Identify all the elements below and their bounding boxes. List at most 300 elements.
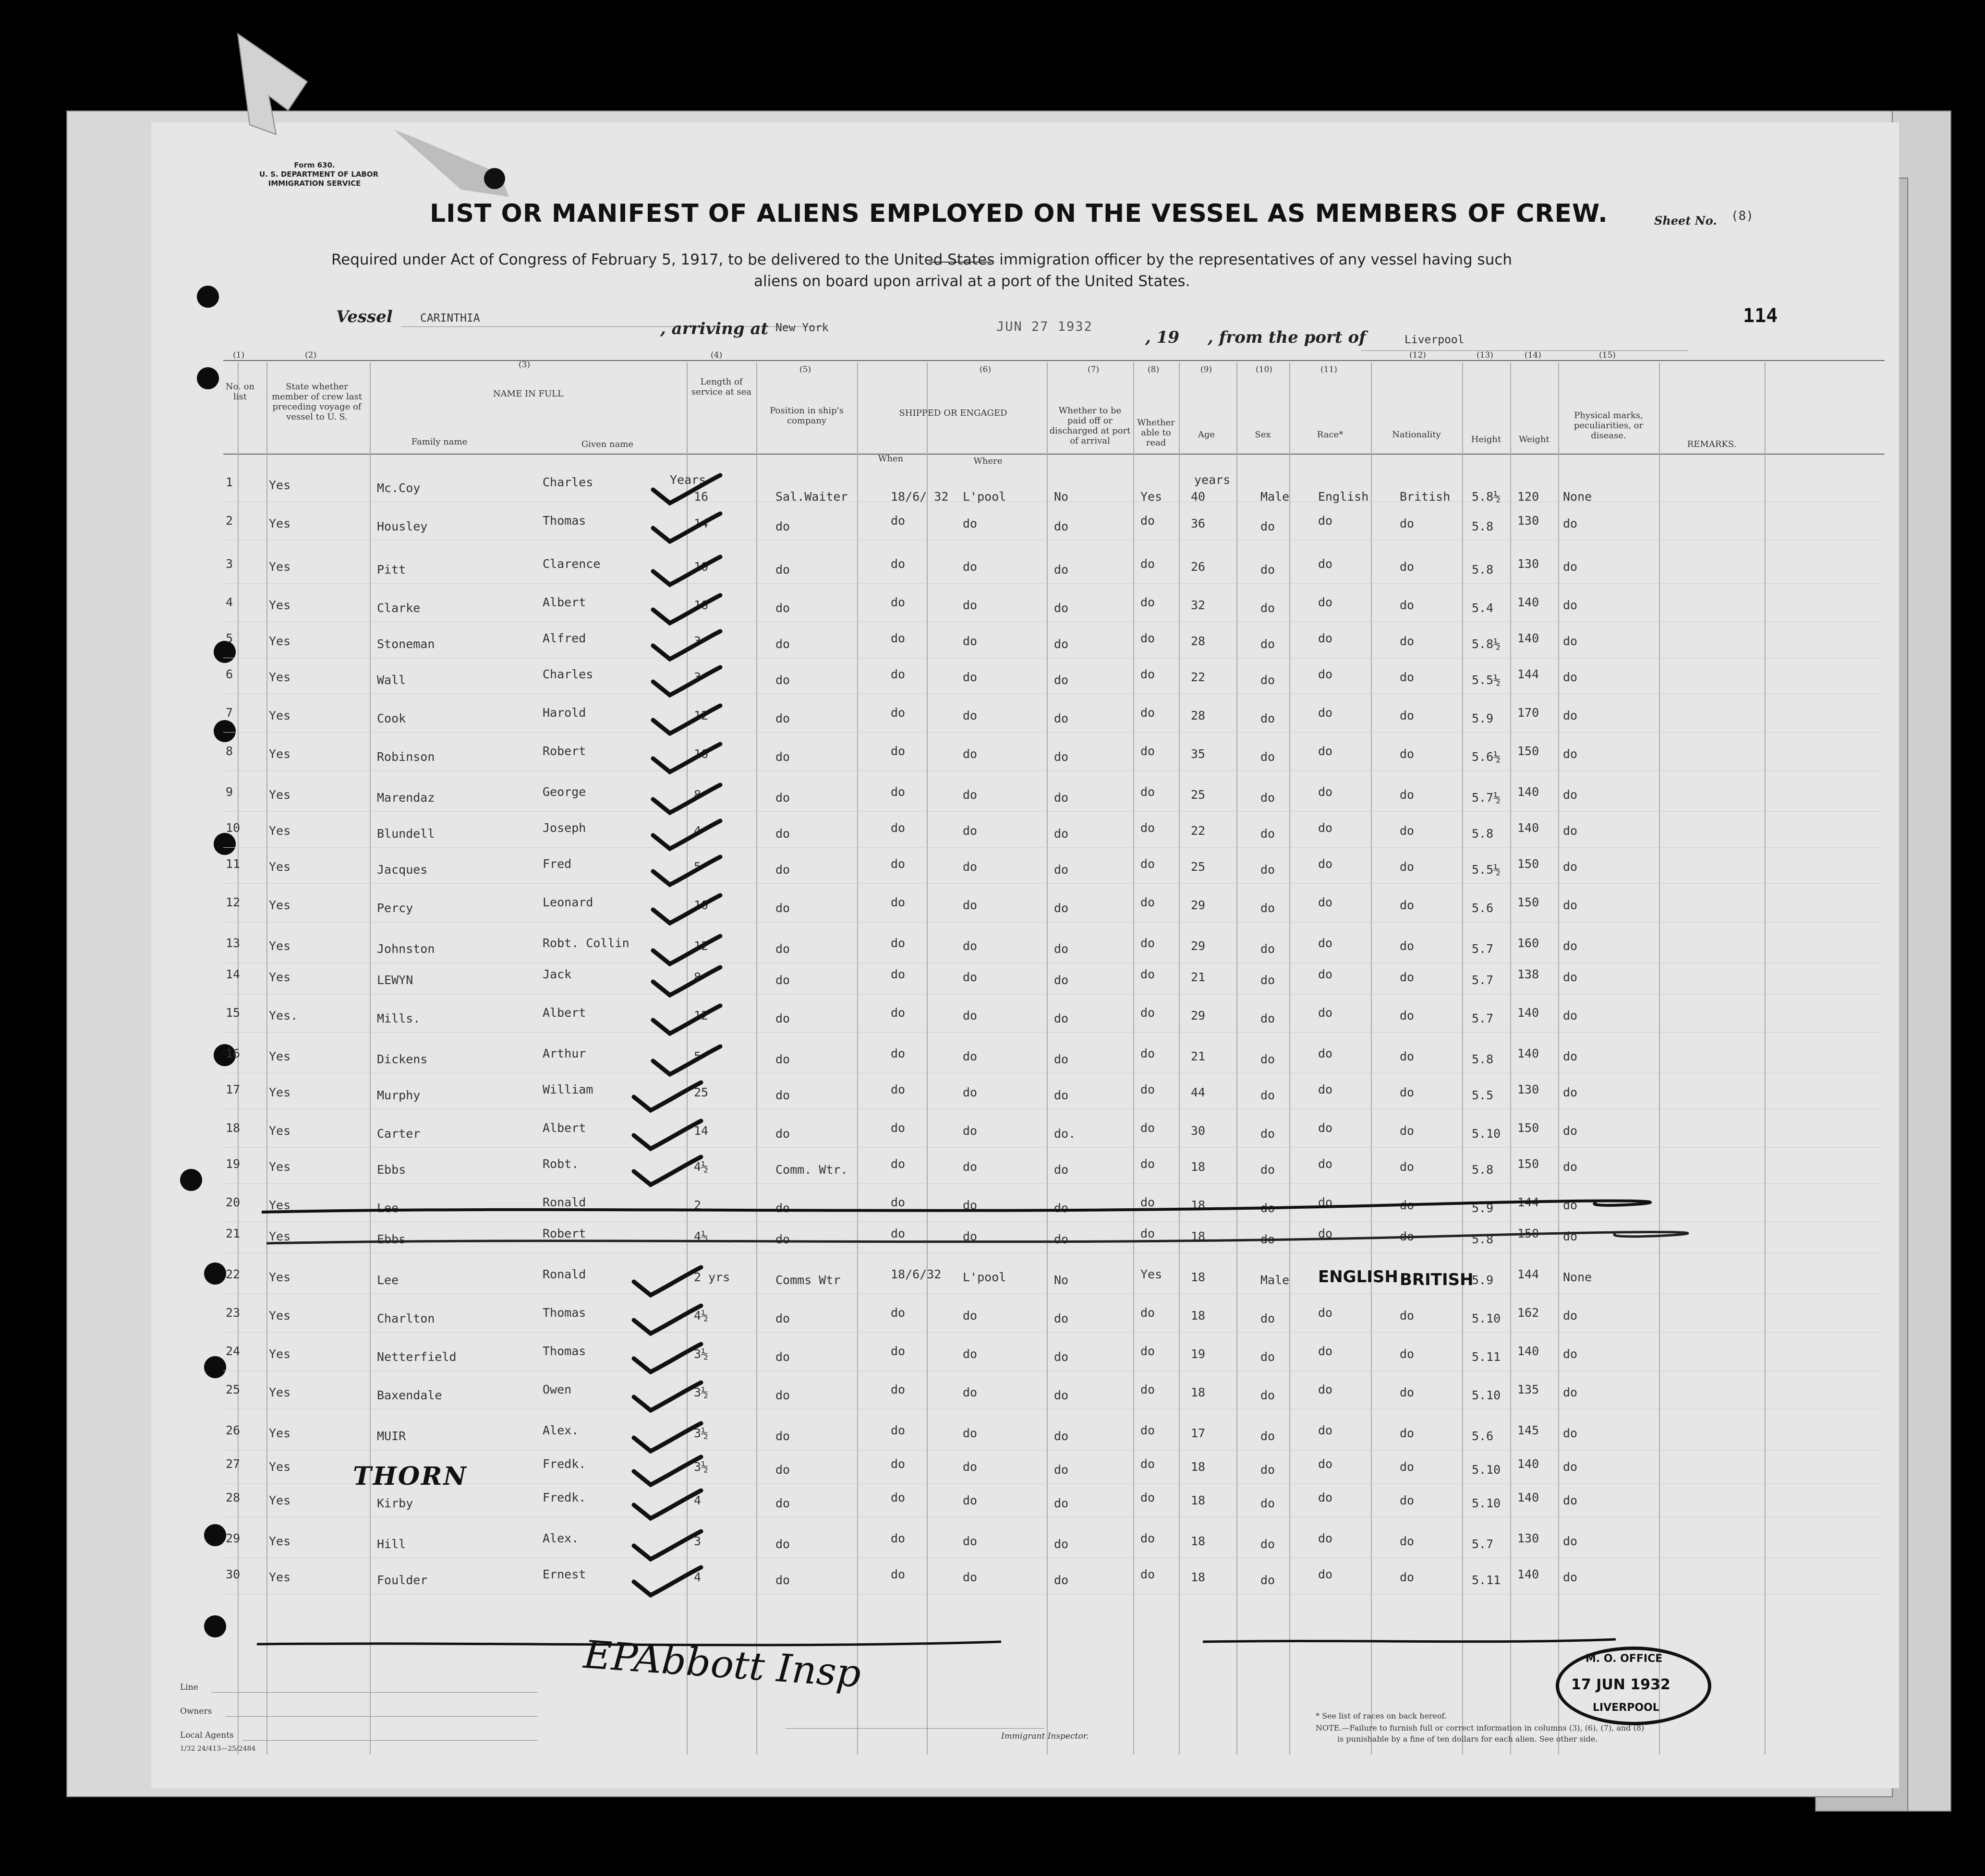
column-header-when: When <box>878 454 904 464</box>
cell-where: do <box>963 560 978 574</box>
cell-when: do <box>891 857 906 871</box>
cell-family: Stoneman <box>377 637 435 651</box>
column-number: (11) <box>1320 365 1337 374</box>
cell-phys: None <box>1563 490 1592 504</box>
agents-rule <box>242 1740 538 1741</box>
column-header-age: Age <box>1198 430 1215 440</box>
cell-height: 5.4 <box>1472 601 1494 615</box>
cell-family: Lee <box>377 1201 399 1215</box>
cell-read: do <box>1140 1227 1155 1240</box>
subtitle-line-2: aliens on board upon arrival at a port of the United States. <box>754 273 1190 290</box>
cell-family: Pitt <box>377 563 406 577</box>
cell-position: do <box>775 1011 790 1025</box>
cell-race: do <box>1318 1531 1333 1545</box>
cell-race: do <box>1318 1457 1333 1471</box>
cell-race: do <box>1318 1306 1333 1320</box>
check-mark <box>634 1157 701 1185</box>
cell-service: 3½ <box>694 1460 709 1474</box>
cell-height: 5.7 <box>1472 1537 1494 1551</box>
cell-age: 18 <box>1191 1534 1206 1548</box>
cell-race: do <box>1318 1006 1333 1020</box>
cell-where: do <box>963 1009 978 1022</box>
cell-state: Yes <box>269 939 291 953</box>
cell-position: do <box>775 601 790 615</box>
cell-race: do <box>1318 857 1333 871</box>
cell-no: 25 <box>226 1383 241 1396</box>
cell-family: Marendaz <box>377 791 435 805</box>
cell-paid: do <box>1054 1201 1069 1215</box>
column-number: (1) <box>233 350 245 360</box>
annotation-overlay <box>151 122 1899 1788</box>
cell-given: Charles <box>543 475 593 489</box>
cell-given: Thomas <box>543 1306 586 1320</box>
print-code: 1/32 24/413—25/2484 <box>180 1745 256 1753</box>
cell-no: 3 <box>226 557 233 571</box>
cell-given: Clarence <box>543 557 601 571</box>
cell-race: do <box>1318 895 1333 909</box>
cell-no: 1 <box>226 475 233 489</box>
cell-sex: do <box>1260 942 1275 956</box>
check-mark <box>653 967 720 995</box>
cell-position: do <box>775 1429 790 1443</box>
cell-age: 29 <box>1191 898 1206 912</box>
cell-race: do <box>1318 1423 1333 1437</box>
cell-race: do <box>1318 667 1333 681</box>
cell-phys: do <box>1563 1160 1578 1174</box>
cell-phys: do <box>1563 1198 1578 1212</box>
cell-no: 23 <box>226 1306 241 1320</box>
cell-height: 5.7 <box>1472 942 1494 956</box>
handwritten-thorn <box>353 1462 468 1491</box>
cell-service: 3½ <box>694 1385 709 1399</box>
cell-read: do <box>1140 1006 1155 1020</box>
cell-paid: do <box>1054 901 1069 915</box>
penalty-note-2: is punishable by a fine of ten dollars for each alien. See other side. <box>1337 1734 1598 1744</box>
cell-weight: 130 <box>1517 1082 1539 1096</box>
check-mark <box>653 1046 720 1074</box>
cell-position: do <box>775 711 790 725</box>
cell-read: do <box>1140 1383 1155 1396</box>
cell-race: do <box>1318 744 1333 758</box>
cell-paid: do <box>1054 973 1069 987</box>
cell-no: 20 <box>226 1195 241 1209</box>
cell-no: 16 <box>226 1046 241 1060</box>
cell-when: do <box>891 821 906 835</box>
cell-height: 5.9 <box>1472 1273 1494 1287</box>
cell-sex: do <box>1260 901 1275 915</box>
cell-race: do <box>1318 785 1333 799</box>
cell-age: 18 <box>1191 1309 1206 1323</box>
column-number: (15) <box>1599 350 1616 360</box>
cell-service: 4 <box>694 824 702 838</box>
cell-family: Netterfield <box>377 1350 457 1364</box>
column-header-service: Length of service at sea <box>691 377 752 397</box>
cell-no: 26 <box>226 1423 241 1437</box>
cell-when: 18/6/32 <box>891 1267 942 1281</box>
cell-sex: do <box>1260 863 1275 877</box>
cell-read: do <box>1140 1082 1155 1096</box>
cell-read: do <box>1140 514 1155 528</box>
cell-no: 12 <box>226 895 241 909</box>
cell-phys: do <box>1563 517 1578 530</box>
cell-family: Carter <box>377 1127 421 1141</box>
cell-phys: do <box>1563 598 1578 612</box>
cell-position: do <box>775 901 790 915</box>
cell-nat: do <box>1400 1534 1415 1548</box>
cell-no: 21 <box>226 1227 241 1240</box>
check-mark <box>634 1531 701 1559</box>
cell-age: 21 <box>1191 1049 1206 1063</box>
column-number: (13) <box>1477 350 1493 360</box>
cell-nat: do <box>1400 1460 1415 1474</box>
cell-where: do <box>963 1460 978 1474</box>
cell-age: 40 <box>1191 490 1206 504</box>
check-mark <box>653 1006 720 1034</box>
cell-phys: do <box>1563 1229 1578 1243</box>
cell-nat: do <box>1400 939 1415 953</box>
cell-read: do <box>1140 1046 1155 1060</box>
cell-height: 5.6 <box>1472 901 1494 915</box>
cell-weight: 170 <box>1517 706 1539 720</box>
cell-phys: do <box>1563 1385 1578 1399</box>
cell-sex: do <box>1260 1573 1275 1587</box>
cell-given: Alex. <box>543 1423 579 1437</box>
cell-nat: do <box>1400 1493 1415 1507</box>
inspector-rule <box>785 1728 1044 1729</box>
cell-nat: do <box>1400 670 1415 684</box>
cell-phys: do <box>1563 1309 1578 1323</box>
cell-state: Yes. <box>269 1009 298 1022</box>
cell-paid: do <box>1054 637 1069 651</box>
cell-paid: No <box>1054 1273 1069 1287</box>
cell-race: do <box>1318 936 1333 950</box>
page-number: 114 <box>1743 305 1778 327</box>
cell-given: Ronald <box>543 1267 586 1281</box>
cell-when: do <box>891 967 906 981</box>
cell-age: 18 <box>1191 1198 1206 1212</box>
cell-no: 4 <box>226 595 233 609</box>
cell-where: do <box>963 1049 978 1063</box>
cell-state: Yes <box>269 517 291 530</box>
cell-weight: 130 <box>1517 1531 1539 1545</box>
cell-given: Albert <box>543 1121 586 1135</box>
column-number: (10) <box>1256 365 1272 374</box>
column-header-name: NAME IN FULL <box>493 389 564 399</box>
cell-when: do <box>891 1344 906 1358</box>
cell-when: do <box>891 1457 906 1471</box>
cell-sex: do <box>1260 750 1275 764</box>
cell-family: Hill <box>377 1537 406 1551</box>
cell-position: do <box>775 942 790 956</box>
cell-age: 30 <box>1191 1124 1206 1138</box>
cell-phys: do <box>1563 1085 1578 1099</box>
cell-phys: do <box>1563 747 1578 761</box>
cell-sex: Male <box>1260 1273 1290 1287</box>
cell-where: do <box>963 1347 978 1361</box>
cell-weight: 138 <box>1517 967 1539 981</box>
cell-nat: do <box>1400 1160 1415 1174</box>
cell-position: do <box>775 563 790 577</box>
cell-sex: do <box>1260 601 1275 615</box>
cell-height: 5.8 <box>1472 1232 1494 1246</box>
cell-weight: 140 <box>1517 1344 1539 1358</box>
cell-paid: do <box>1054 1463 1069 1477</box>
cell-family: Percy <box>377 901 413 915</box>
subtitle-line-1: Required under Act of Congress of February 5, 1917, to be delivered to the United States immigration officer by the representatives of any vessel having such <box>331 251 1513 268</box>
cell-sex: do <box>1260 1011 1275 1025</box>
cell-read: Yes <box>1140 1267 1162 1281</box>
cell-when: do <box>891 1046 906 1060</box>
line-label: Line <box>180 1683 198 1692</box>
check-mark <box>653 557 720 585</box>
cell-sex: do <box>1260 1350 1275 1364</box>
cell-phys: do <box>1563 898 1578 912</box>
cell-phys: do <box>1563 1009 1578 1022</box>
cell-weight: 162 <box>1517 1306 1539 1320</box>
cell-height: 5.6½ <box>1472 750 1501 764</box>
cell-family: Cook <box>377 711 406 725</box>
cell-weight: 144 <box>1517 667 1539 681</box>
cell-height: 5.8 <box>1472 519 1494 533</box>
cell-no: 18 <box>226 1121 241 1135</box>
cell-state: Yes <box>269 1270 291 1284</box>
cell-where: do <box>963 1309 978 1323</box>
cell-no: 13 <box>226 936 241 950</box>
cell-nat: BRITISH <box>1400 1270 1474 1289</box>
cell-height: 5.9 <box>1472 1201 1494 1215</box>
cell-state: Yes <box>269 478 291 492</box>
cell-height: 5.5 <box>1472 1088 1494 1102</box>
cell-age: 18 <box>1191 1385 1206 1399</box>
cell-paid: do <box>1054 1011 1069 1025</box>
cell-read: do <box>1140 785 1155 799</box>
owners-rule <box>226 1716 538 1717</box>
stamp-date: 17 JUN 1932 <box>1571 1676 1670 1693</box>
check-mark <box>653 744 720 772</box>
cell-given: Albert <box>543 595 586 609</box>
vessel-label: Vessel <box>336 307 393 326</box>
cell-state: Yes <box>269 788 291 802</box>
cell-nat: do <box>1400 970 1415 984</box>
cell-service: 10 <box>694 560 709 574</box>
cell-family: Jacques <box>377 863 428 877</box>
cell-age: 18 <box>1191 1270 1206 1284</box>
cell-read: do <box>1140 744 1155 758</box>
cell-state: Yes <box>269 824 291 838</box>
cell-read: do <box>1140 1531 1155 1545</box>
cell-where: do <box>963 1493 978 1507</box>
cell-phys: do <box>1563 970 1578 984</box>
cell-when: do <box>891 1306 906 1320</box>
cell-weight: 140 <box>1517 821 1539 835</box>
cell-when: do <box>891 1195 906 1209</box>
cell-where: do <box>963 1534 978 1548</box>
cell-paid: do <box>1054 519 1069 533</box>
cell-age: 35 <box>1191 747 1206 761</box>
cell-family: Murphy <box>377 1088 421 1102</box>
cell-position: do <box>775 1052 790 1066</box>
form-service: IMMIGRATION SERVICE <box>268 179 361 188</box>
cell-race: do <box>1318 595 1333 609</box>
column-number: (2) <box>305 350 317 360</box>
cell-nat: do <box>1400 860 1415 874</box>
office-stamp <box>1556 1647 1711 1725</box>
cell-phys: do <box>1563 670 1578 684</box>
page-title: LIST OR MANIFEST OF ALIENS EMPLOYED ON THE VESSEL AS MEMBERS OF CREW. <box>430 199 1608 228</box>
cell-service: 5 <box>694 860 702 874</box>
check-mark <box>634 1491 701 1518</box>
cell-height: 5.10 <box>1472 1311 1501 1325</box>
cell-nat: do <box>1400 1347 1415 1361</box>
cell-read: do <box>1140 595 1155 609</box>
check-mark <box>653 475 720 503</box>
cell-position: do <box>775 973 790 987</box>
cell-paid: do <box>1054 1537 1069 1551</box>
check-mark <box>634 1383 701 1410</box>
cell-nat: do <box>1400 824 1415 838</box>
cell-read: do <box>1140 557 1155 571</box>
column-number: (9) <box>1200 365 1212 374</box>
cell-race: do <box>1318 1157 1333 1171</box>
cell-state: Yes <box>269 1347 291 1361</box>
check-mark <box>653 936 720 964</box>
cell-given: Robert <box>543 1227 586 1240</box>
cell-no: 6 <box>226 667 233 681</box>
cell-age: 17 <box>1191 1426 1206 1440</box>
cell-height: 5.11 <box>1472 1350 1501 1364</box>
cell-paid: do <box>1054 750 1069 764</box>
column-header-given: Given name <box>581 439 634 449</box>
cell-no: 27 <box>226 1457 241 1471</box>
cell-sex: do <box>1260 1163 1275 1177</box>
cell-paid: do <box>1054 827 1069 841</box>
cell-when: do <box>891 1227 906 1240</box>
cell-read: do <box>1140 1423 1155 1437</box>
cell-service: 12 <box>694 709 709 722</box>
cell-race: do <box>1318 706 1333 720</box>
cell-when: do <box>891 1006 906 1020</box>
cell-read: do <box>1140 1567 1155 1581</box>
cell-sex: do <box>1260 1052 1275 1066</box>
cell-service: 8 <box>694 970 702 984</box>
cell-age: 44 <box>1191 1085 1206 1099</box>
cell-when: do <box>891 744 906 758</box>
check-mark <box>653 857 720 885</box>
cell-family: Housley <box>377 519 428 533</box>
cell-paid: do <box>1054 673 1069 687</box>
cell-read: do <box>1140 857 1155 871</box>
cell-phys: do <box>1563 1534 1578 1548</box>
cell-race: do <box>1318 1046 1333 1060</box>
cell-paid: do <box>1054 1311 1069 1325</box>
check-mark <box>653 706 720 734</box>
sheet-number: (8) <box>1731 209 1754 223</box>
cell-state: Yes <box>269 560 291 574</box>
cell-age: 22 <box>1191 824 1206 838</box>
cell-service: 16 <box>694 598 709 612</box>
cell-race: do <box>1318 1567 1333 1581</box>
cell-sex: do <box>1260 1201 1275 1215</box>
cell-weight: 140 <box>1517 1046 1539 1060</box>
cell-where: do <box>963 970 978 984</box>
cell-where: do <box>963 709 978 722</box>
line-rule <box>211 1692 538 1693</box>
penalty-note-1: NOTE.—Failure to furnish full or correct information in columns (3), (6), (7), and (8) <box>1316 1723 1645 1732</box>
cell-given: Fredk. <box>543 1457 586 1471</box>
check-mark <box>634 1344 701 1372</box>
cell-given: Joseph <box>543 821 586 835</box>
column-number: (4) <box>711 350 723 360</box>
cell-service: 5 <box>694 1049 702 1063</box>
cell-where: do <box>963 1085 978 1099</box>
check-mark <box>634 1306 701 1334</box>
cell-where: L'pool <box>963 1270 1006 1284</box>
cell-given: Alfred <box>543 631 586 645</box>
cell-weight: 160 <box>1517 936 1539 950</box>
cell-state: Yes <box>269 709 291 722</box>
cell-age: 29 <box>1191 1009 1206 1022</box>
check-mark <box>653 595 720 623</box>
sheet-number-label: Sheet No. <box>1654 214 1717 228</box>
cell-sex: do <box>1260 1311 1275 1325</box>
cell-no: 24 <box>226 1344 241 1358</box>
cell-no: 5 <box>226 631 233 645</box>
cell-state: Yes <box>269 1534 291 1548</box>
cell-no: 10 <box>226 821 241 835</box>
cell-weight: 140 <box>1517 1567 1539 1581</box>
cell-position: do <box>775 1311 790 1325</box>
cell-read: do <box>1140 1121 1155 1135</box>
cell-sex: do <box>1260 1232 1275 1246</box>
cell-no: 28 <box>226 1491 241 1504</box>
cell-where: do <box>963 1198 978 1212</box>
cell-sex: do <box>1260 827 1275 841</box>
cell-when: do <box>891 631 906 645</box>
torn-corner <box>0 0 576 240</box>
cell-state: Yes <box>269 970 291 984</box>
cell-given: Thomas <box>543 1344 586 1358</box>
cell-weight: 135 <box>1517 1383 1539 1396</box>
cell-height: 5.8 <box>1472 1052 1494 1066</box>
cell-position: do <box>775 1088 790 1102</box>
cell-paid: do <box>1054 1496 1069 1510</box>
cell-read: do <box>1140 1195 1155 1209</box>
column-header-sex: Sex <box>1255 430 1271 440</box>
cell-race: English <box>1318 490 1369 504</box>
cell-state: Yes <box>269 1426 291 1440</box>
column-number: (12) <box>1409 350 1426 360</box>
cell-phys: do <box>1563 1347 1578 1361</box>
check-mark <box>653 785 720 813</box>
cell-family: Ebbs <box>377 1163 406 1177</box>
column-header-weight: Weight <box>1519 434 1549 445</box>
cell-sex: do <box>1260 711 1275 725</box>
cell-when: 18/6/ 32 <box>891 490 949 504</box>
cell-nat: do <box>1400 598 1415 612</box>
cell-nat: do <box>1400 1570 1415 1584</box>
cell-height: 5.6 <box>1472 1429 1494 1443</box>
cell-sex: do <box>1260 519 1275 533</box>
cell-weight: 140 <box>1517 1457 1539 1471</box>
check-mark <box>634 1267 701 1295</box>
cell-when: do <box>891 1491 906 1504</box>
cell-age: 18 <box>1191 1570 1206 1584</box>
cell-paid: do <box>1054 791 1069 805</box>
cell-position: do <box>775 1496 790 1510</box>
cell-age: 18 <box>1191 1460 1206 1474</box>
cell-given: William <box>543 1082 593 1096</box>
cell-given: Robert <box>543 744 586 758</box>
